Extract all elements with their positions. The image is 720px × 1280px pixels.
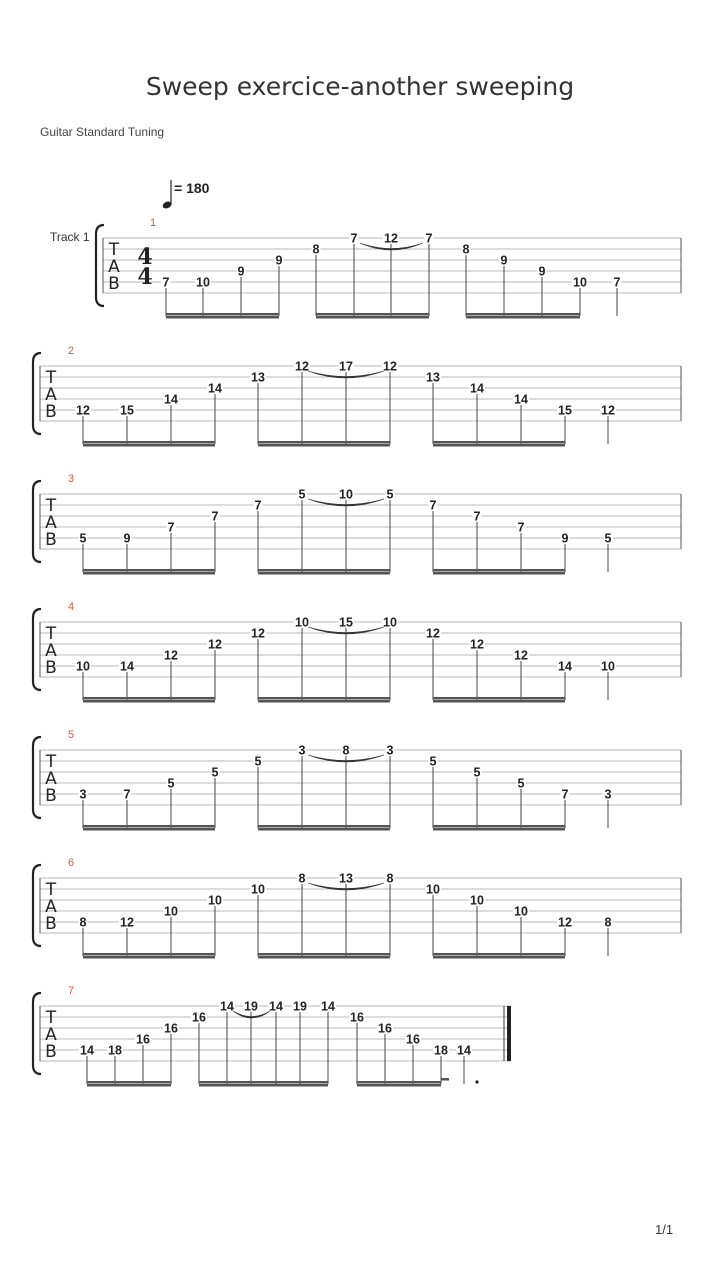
beam-secondary xyxy=(433,700,565,703)
beam-primary xyxy=(433,569,565,572)
beam-secondary xyxy=(258,956,390,959)
bar-number: 3 xyxy=(68,473,75,485)
fret-number: 5 xyxy=(386,487,394,502)
fret-number: 14 xyxy=(558,659,572,674)
fret-number: 10 xyxy=(383,615,397,630)
tab-letter-a: A xyxy=(45,769,57,789)
time-signature-bottom: 4 xyxy=(137,264,153,290)
beam-primary xyxy=(258,697,390,700)
fret-number: 3 xyxy=(604,787,612,802)
beam-primary xyxy=(258,825,390,828)
fret-number: 14 xyxy=(470,381,484,396)
fret-number: 14 xyxy=(80,1043,94,1058)
fret-number: 14 xyxy=(514,392,528,407)
fret-number: 10 xyxy=(164,904,178,919)
bar-number: 6 xyxy=(68,857,75,869)
beam-secondary xyxy=(83,828,215,831)
fret-number: 12 xyxy=(601,403,615,418)
track-label: Track 1 xyxy=(50,230,90,244)
fret-number: 10 xyxy=(601,659,615,674)
fret-number: 15 xyxy=(339,615,353,630)
fret-number: 8 xyxy=(386,871,394,886)
beam-primary xyxy=(316,313,429,316)
fret-number: 3 xyxy=(79,787,87,802)
fret-number: 14 xyxy=(208,381,222,396)
tab-letter-a: A xyxy=(108,257,120,277)
fret-number: 5 xyxy=(254,754,262,769)
bar-number: 2 xyxy=(68,345,75,357)
beam-primary xyxy=(83,441,215,444)
tab-letter-a: A xyxy=(45,513,57,533)
fret-number: 12 xyxy=(514,648,528,663)
fret-number: 12 xyxy=(76,403,90,418)
tab-letter-b: B xyxy=(45,786,57,806)
fret-number: 5 xyxy=(211,765,219,780)
fret-number: 12 xyxy=(383,359,397,374)
beam-hook xyxy=(441,1078,449,1081)
beam-secondary xyxy=(83,700,215,703)
fret-number: 13 xyxy=(251,370,265,385)
fret-number: 12 xyxy=(470,637,484,652)
tab-letter-t: T xyxy=(45,368,57,388)
fret-number: 9 xyxy=(237,264,245,279)
fret-number: 13 xyxy=(426,370,440,385)
fret-number: 10 xyxy=(514,904,528,919)
fret-number: 9 xyxy=(123,531,131,546)
fret-number: 10 xyxy=(426,882,440,897)
fret-number: 5 xyxy=(604,531,612,546)
beam-secondary xyxy=(83,956,215,959)
fret-number: 12 xyxy=(558,915,572,930)
fret-number: 12 xyxy=(208,637,222,652)
fret-number: 5 xyxy=(473,765,481,780)
fret-number: 7 xyxy=(517,520,525,535)
fret-number: 14 xyxy=(164,392,178,407)
fret-number: 12 xyxy=(164,648,178,663)
fret-number: 7 xyxy=(211,509,219,524)
fret-number: 7 xyxy=(429,498,437,513)
fret-number: 12 xyxy=(295,359,309,374)
fret-number: 10 xyxy=(208,893,222,908)
tab-letter-b: B xyxy=(45,402,57,422)
tab-letter-t: T xyxy=(45,624,57,644)
fret-number: 16 xyxy=(136,1032,150,1047)
fret-number: 12 xyxy=(384,231,398,246)
beam-primary xyxy=(466,313,580,316)
fret-number: 9 xyxy=(538,264,546,279)
tab-letter-t: T xyxy=(45,752,57,772)
bar-number: 5 xyxy=(68,729,75,741)
tab-letter-b: B xyxy=(45,530,57,550)
tuning-label: Guitar Standard Tuning xyxy=(40,125,165,139)
bar-number: 4 xyxy=(68,601,75,613)
beam-secondary xyxy=(433,444,565,447)
beam-secondary xyxy=(258,444,390,447)
tab-letter-b: B xyxy=(45,658,57,678)
fret-number: 5 xyxy=(79,531,87,546)
fret-number: 9 xyxy=(500,253,508,268)
bar-number: 1 xyxy=(150,217,157,229)
tab-letter-a: A xyxy=(45,897,57,917)
bar-number: 7 xyxy=(68,985,75,997)
beam-primary xyxy=(199,1081,328,1084)
fret-number: 7 xyxy=(254,498,262,513)
tab-letter-b: B xyxy=(108,274,120,294)
tab-letter-t: T xyxy=(45,880,57,900)
fret-number: 8 xyxy=(462,242,470,257)
fret-number: 14 xyxy=(269,999,283,1014)
fret-number: 17 xyxy=(339,359,353,374)
fret-number: 7 xyxy=(350,231,358,246)
fret-number: 16 xyxy=(164,1021,178,1036)
fret-number: 8 xyxy=(312,242,320,257)
beam-primary xyxy=(357,1081,441,1084)
beam-primary xyxy=(87,1081,171,1084)
fret-number: 5 xyxy=(429,754,437,769)
fret-number: 8 xyxy=(604,915,612,930)
beam-secondary xyxy=(316,316,429,319)
fret-number: 16 xyxy=(192,1010,206,1025)
fret-number: 7 xyxy=(473,509,481,524)
fret-number: 5 xyxy=(167,776,175,791)
fret-number: 10 xyxy=(470,893,484,908)
fret-number: 15 xyxy=(120,403,134,418)
tab-letter-b: B xyxy=(45,914,57,934)
fret-number: 7 xyxy=(613,275,621,290)
tab-letter-t: T xyxy=(45,1008,57,1028)
beam-primary xyxy=(258,569,390,572)
final-barline-thick xyxy=(507,1006,511,1061)
rhythm-dot xyxy=(475,1080,478,1083)
fret-number: 7 xyxy=(123,787,131,802)
beam-secondary xyxy=(433,956,565,959)
fret-number: 12 xyxy=(120,915,134,930)
score-title: Sweep exercice-another sweeping xyxy=(145,72,575,101)
beam-secondary xyxy=(258,828,390,831)
beam-primary xyxy=(83,825,215,828)
fret-number: 7 xyxy=(162,275,170,290)
beam-primary xyxy=(258,953,390,956)
fret-number: 10 xyxy=(573,275,587,290)
beam-secondary xyxy=(433,572,565,575)
beam-primary xyxy=(166,313,279,316)
fret-number: 14 xyxy=(220,999,234,1014)
fret-number: 10 xyxy=(76,659,90,674)
fret-number: 19 xyxy=(293,999,307,1014)
fret-number: 10 xyxy=(339,487,353,502)
beam-primary xyxy=(433,953,565,956)
fret-number: 10 xyxy=(196,275,210,290)
fret-number: 15 xyxy=(558,403,572,418)
fret-number: 8 xyxy=(342,743,350,758)
beam-secondary xyxy=(87,1084,171,1087)
fret-number: 9 xyxy=(561,531,569,546)
tab-letter-a: A xyxy=(45,1025,57,1045)
fret-number: 7 xyxy=(425,231,433,246)
beam-secondary xyxy=(357,1084,441,1087)
beam-primary xyxy=(433,697,565,700)
beam-primary xyxy=(433,441,565,444)
fret-number: 8 xyxy=(79,915,87,930)
fret-number: 18 xyxy=(108,1043,122,1058)
fret-number: 14 xyxy=(457,1043,471,1058)
fret-number: 18 xyxy=(434,1043,448,1058)
fret-number: 16 xyxy=(350,1010,364,1025)
fret-number: 7 xyxy=(167,520,175,535)
beam-secondary xyxy=(166,316,279,319)
fret-number: 14 xyxy=(321,999,335,1014)
tempo-marking: = 180 xyxy=(174,180,210,196)
fret-number: 9 xyxy=(275,253,283,268)
beam-secondary xyxy=(433,828,565,831)
fret-number: 8 xyxy=(298,871,306,886)
fret-number: 19 xyxy=(244,999,258,1014)
beam-secondary xyxy=(83,572,215,575)
beam-primary xyxy=(258,441,390,444)
fret-number: 5 xyxy=(298,487,306,502)
fret-number: 16 xyxy=(406,1032,420,1047)
beam-secondary xyxy=(258,700,390,703)
fret-number: 14 xyxy=(120,659,134,674)
beam-secondary xyxy=(83,444,215,447)
beam-primary xyxy=(433,825,565,828)
fret-number: 5 xyxy=(517,776,525,791)
tab-letter-a: A xyxy=(45,641,57,661)
tab-letter-b: B xyxy=(45,1042,57,1062)
fret-number: 16 xyxy=(378,1021,392,1036)
fret-number: 3 xyxy=(386,743,394,758)
fret-number: 3 xyxy=(298,743,306,758)
fret-number: 12 xyxy=(251,626,265,641)
beam-primary xyxy=(83,697,215,700)
tab-letter-t: T xyxy=(108,240,120,260)
fret-number: 7 xyxy=(561,787,569,802)
fret-number: 13 xyxy=(339,871,353,886)
beam-secondary xyxy=(199,1084,328,1087)
fret-number: 10 xyxy=(295,615,309,630)
fret-number: 12 xyxy=(426,626,440,641)
tab-letter-t: T xyxy=(45,496,57,516)
tab-letter-a: A xyxy=(45,385,57,405)
beam-primary xyxy=(83,569,215,572)
time-signature-top: 4 xyxy=(137,244,153,270)
beam-secondary xyxy=(258,572,390,575)
beam-secondary xyxy=(466,316,580,319)
page-number: 1/1 xyxy=(655,1222,674,1237)
beam-primary xyxy=(83,953,215,956)
fret-number: 10 xyxy=(251,882,265,897)
